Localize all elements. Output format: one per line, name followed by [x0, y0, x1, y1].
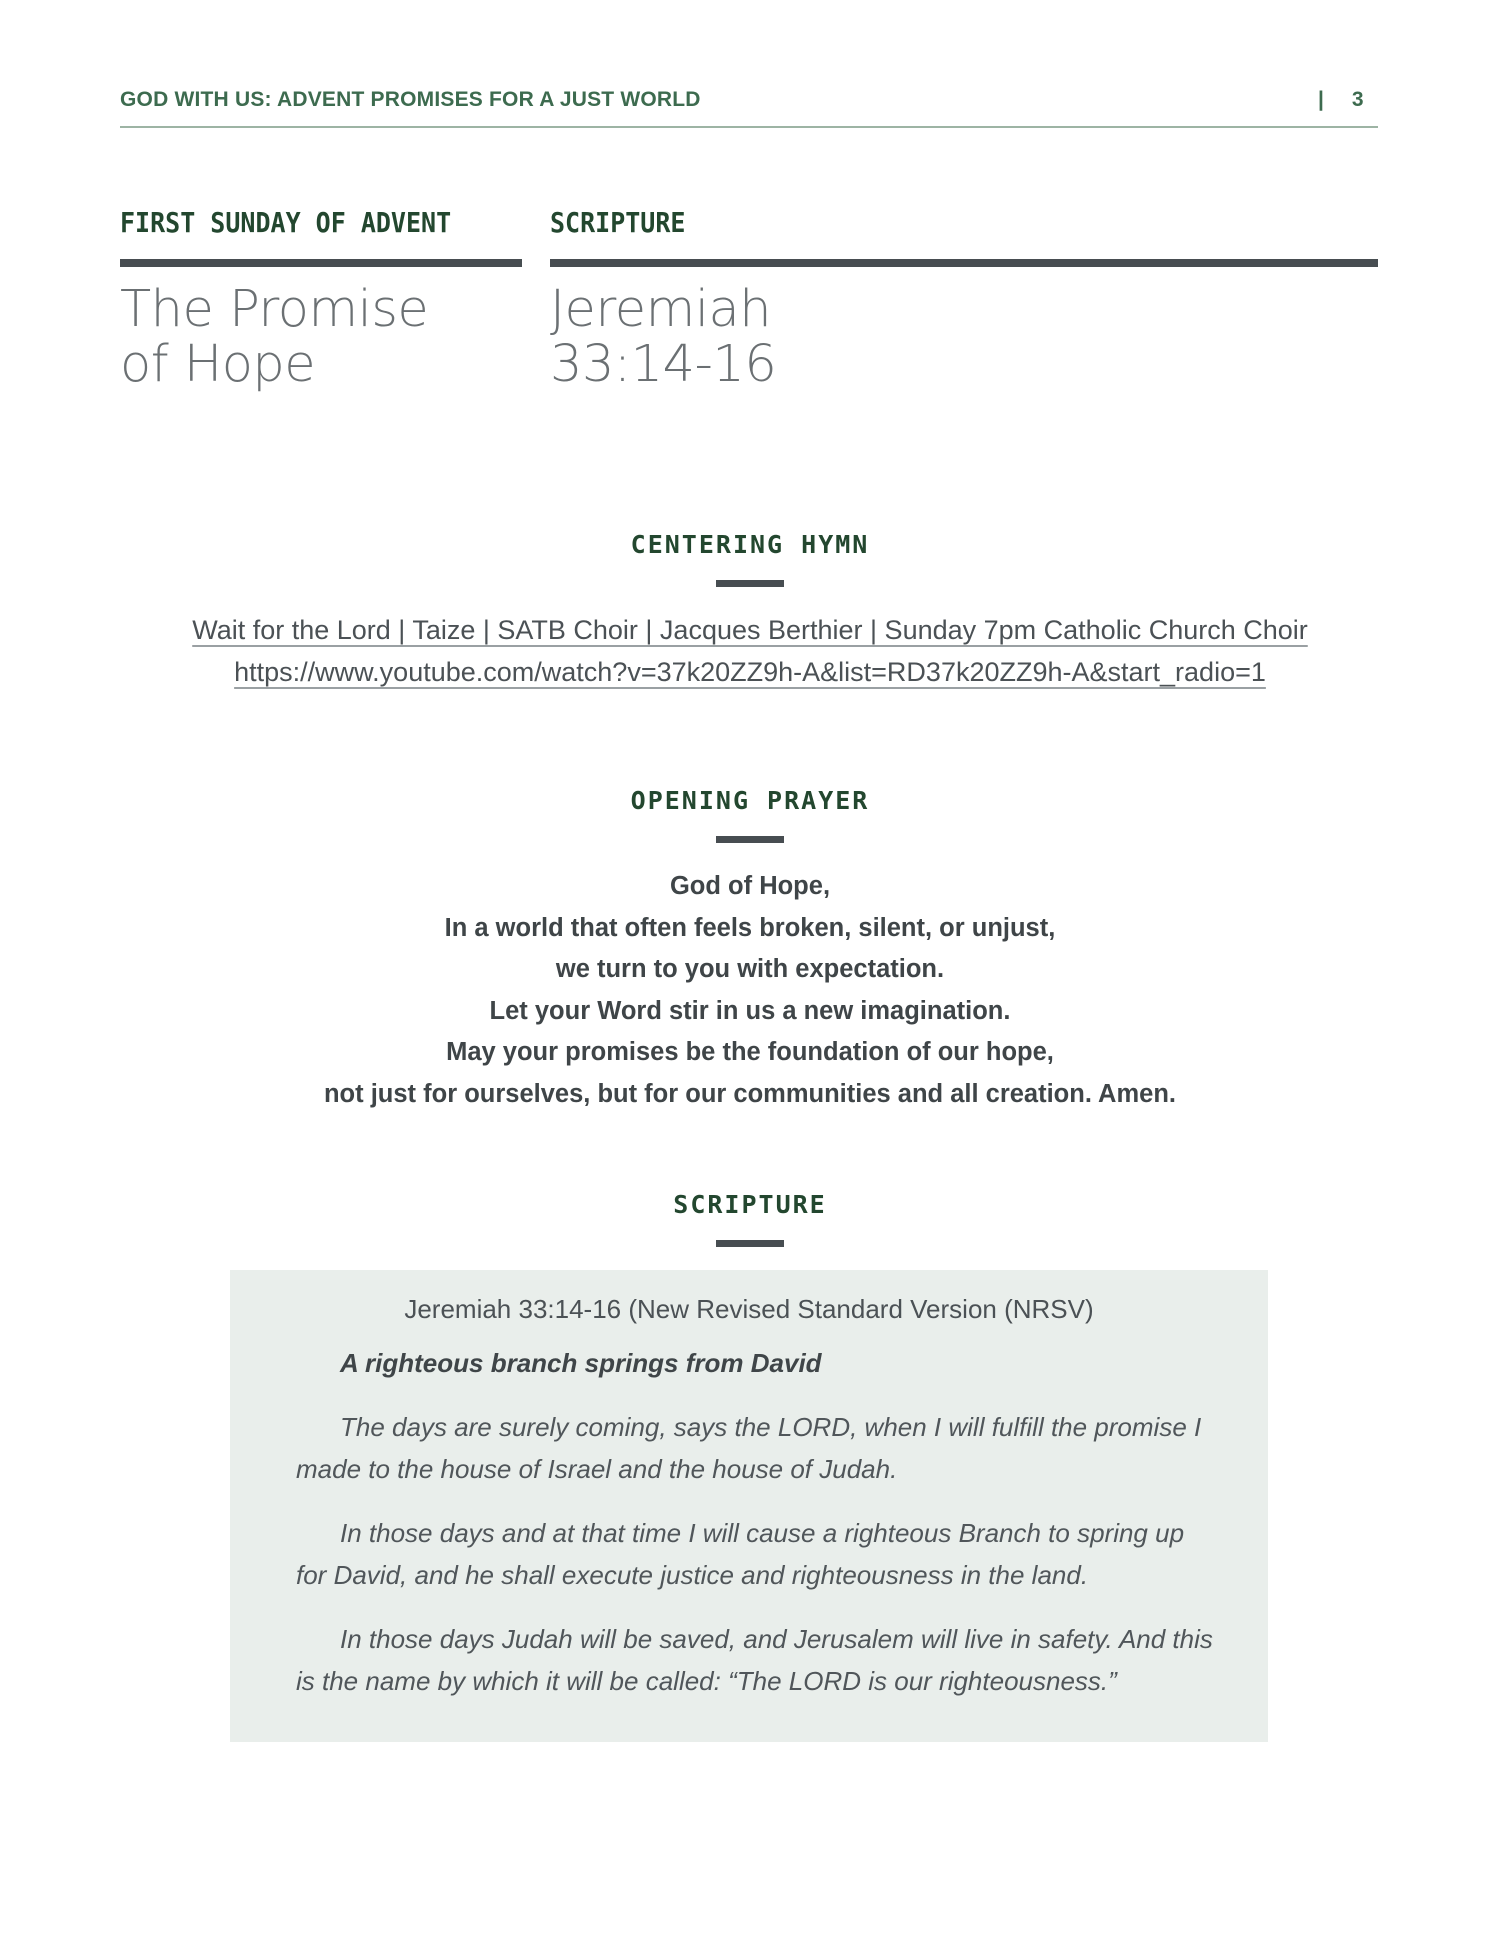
- left-column-bar: [120, 259, 522, 267]
- prayer-line: May your promises be the foundation of our hope,: [446, 1038, 1054, 1067]
- scripture-verse: The days are surely coming, says the LORD, when I will fulfill the promise I made to the house of Israel and the house of Judah.: [296, 1412, 1202, 1484]
- hymn-title-link[interactable]: Wait for the Lord | Taize | SATB Choir | Jacques Berthier | Sunday 7pm Catholic Church Choir: [192, 615, 1308, 645]
- prayer-heading-mark: [716, 836, 784, 843]
- scripture-reference: Jeremiah 33:14-16 (New Revised Standard Version (NRSV): [404, 1294, 1094, 1324]
- scripture-subtitle: A righteous branch springs from David: [340, 1348, 822, 1378]
- week-theme-line-2: of Hope: [120, 335, 316, 394]
- hymn-info: [0, 609, 1500, 693]
- scripture-ref-line-1: Jeremiah: [550, 280, 772, 339]
- hymn-heading: CENTERING HYMN: [630, 530, 870, 559]
- scripture-reference-title: [550, 282, 776, 392]
- sunday-label: FIRST SUNDAY OF ADVENT: [120, 206, 452, 239]
- header-rule: [120, 126, 1378, 128]
- hymn-url-link[interactable]: https://www.youtube.com/watch?v=37k20ZZ9h-A&list=RD37k20ZZ9h-A&start_radio=1: [234, 657, 1266, 687]
- scripture-box: [230, 1270, 1268, 1742]
- prayer-line: Let your Word stir in us a new imagination.: [489, 996, 1011, 1025]
- prayer-line: In a world that often feels broken, silent, or unjust,: [444, 913, 1056, 942]
- prayer-line: God of Hope,: [669, 872, 831, 900]
- scripture-label: SCRIPTURE: [550, 206, 686, 239]
- running-header-title: GOD WITH US: ADVENT PROMISES FOR A JUST WORLD: [120, 88, 701, 111]
- hymn-heading-mark: [716, 580, 784, 587]
- prayer-line: we turn to you with expectation.: [555, 955, 945, 984]
- scripture-verse: In those days and at that time I will cause a righteous Branch to spring up for David, and he shall execute justice and righteousness in the land.: [296, 1518, 1185, 1590]
- week-theme-line-1: The Promise: [120, 280, 429, 339]
- week-theme-title: [120, 282, 428, 392]
- prayer-heading: OPENING PRAYER: [630, 786, 870, 815]
- opening-prayer: [0, 866, 1500, 1116]
- prayer-line: not just for ourselves, but for our communities and all creation. Amen.: [323, 1079, 1176, 1108]
- scripture-ref-line-2: 33:14-16: [550, 335, 777, 394]
- page-number: 3: [1351, 88, 1364, 111]
- right-column-bar: [550, 259, 1378, 267]
- scripture-heading-mark: [716, 1240, 784, 1247]
- scripture-verse: In those days Judah will be saved, and Jerusalem will live in safety. And this is the name by which it will be called: “The LORD is our righteousness.”: [296, 1624, 1213, 1696]
- scripture-heading: SCRIPTURE: [673, 1190, 827, 1219]
- running-header-page: [1318, 88, 1364, 112]
- header-separator: |: [1318, 88, 1324, 111]
